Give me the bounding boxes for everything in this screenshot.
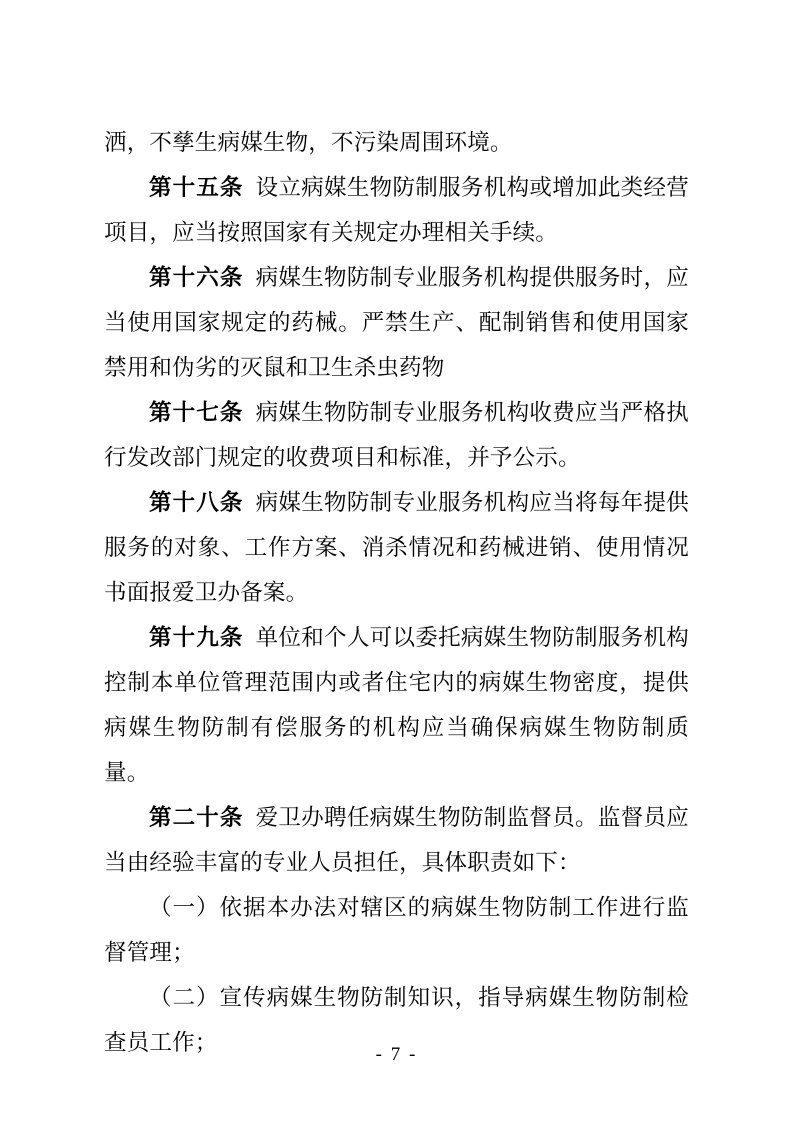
paragraph-text: 单位和个人可以委托病媒生物防制服务机构控制本单位管理范围内或者住宅内的病媒生物密度，提供病媒生物防制有偿服务的机构应当确保病媒生物防制质量。 <box>104 625 689 785</box>
paragraph-article-19 <box>104 615 689 795</box>
paragraph-article-17 <box>104 390 689 480</box>
paragraph-article-20 <box>104 795 689 885</box>
article-label: 第十六条 <box>149 265 244 290</box>
paragraph-text: 爱卫办聘任病媒生物防制监督员。监督员应当由经验丰富的专业人员担任，具体职责如下： <box>104 805 689 875</box>
paragraph-item-1 <box>104 885 689 975</box>
article-label: 第十五条 <box>149 175 244 200</box>
paragraph-article-15 <box>104 165 689 255</box>
paragraph-continuation <box>104 120 689 165</box>
paragraph-text: 病媒生物防制专业服务机构收费应当严格执行发改部门规定的收费项目和标准，并予公示。 <box>104 400 689 470</box>
paragraph-text: （一）依据本办法对辖区的病媒生物防制工作进行监督管理； <box>104 895 689 965</box>
paragraph-article-16 <box>104 255 689 390</box>
article-label: 第十八条 <box>149 490 244 515</box>
paragraph-article-18 <box>104 480 689 615</box>
article-label: 第十七条 <box>149 400 244 425</box>
paragraph-text: 病媒生物防制专业服务机构应当将每年提供服务的对象、工作方案、消杀情况和药械进销、使用情况书面报爱卫办备案。 <box>104 490 689 605</box>
paragraph-text: 设立病媒生物防制服务机构或增加此类经营项目，应当按照国家有关规定办理相关手续。 <box>104 175 689 245</box>
article-label: 第十九条 <box>149 625 244 650</box>
paragraph-text: 病媒生物防制专业服务机构提供服务时，应当使用国家规定的药械。严禁生产、配制销售和使用国家禁用和伪劣的灭鼠和卫生杀虫药物 <box>104 265 689 380</box>
page-number: - 7 - <box>375 1044 418 1065</box>
paragraph-text: （二）宣传病媒生物防制知识，指导病媒生物防制检查员工作； <box>104 985 689 1055</box>
paragraph-text: 洒，不孳生病媒生物，不污染周围环境。 <box>104 130 513 155</box>
document-body <box>104 120 689 1065</box>
article-label: 第二十条 <box>149 805 244 830</box>
